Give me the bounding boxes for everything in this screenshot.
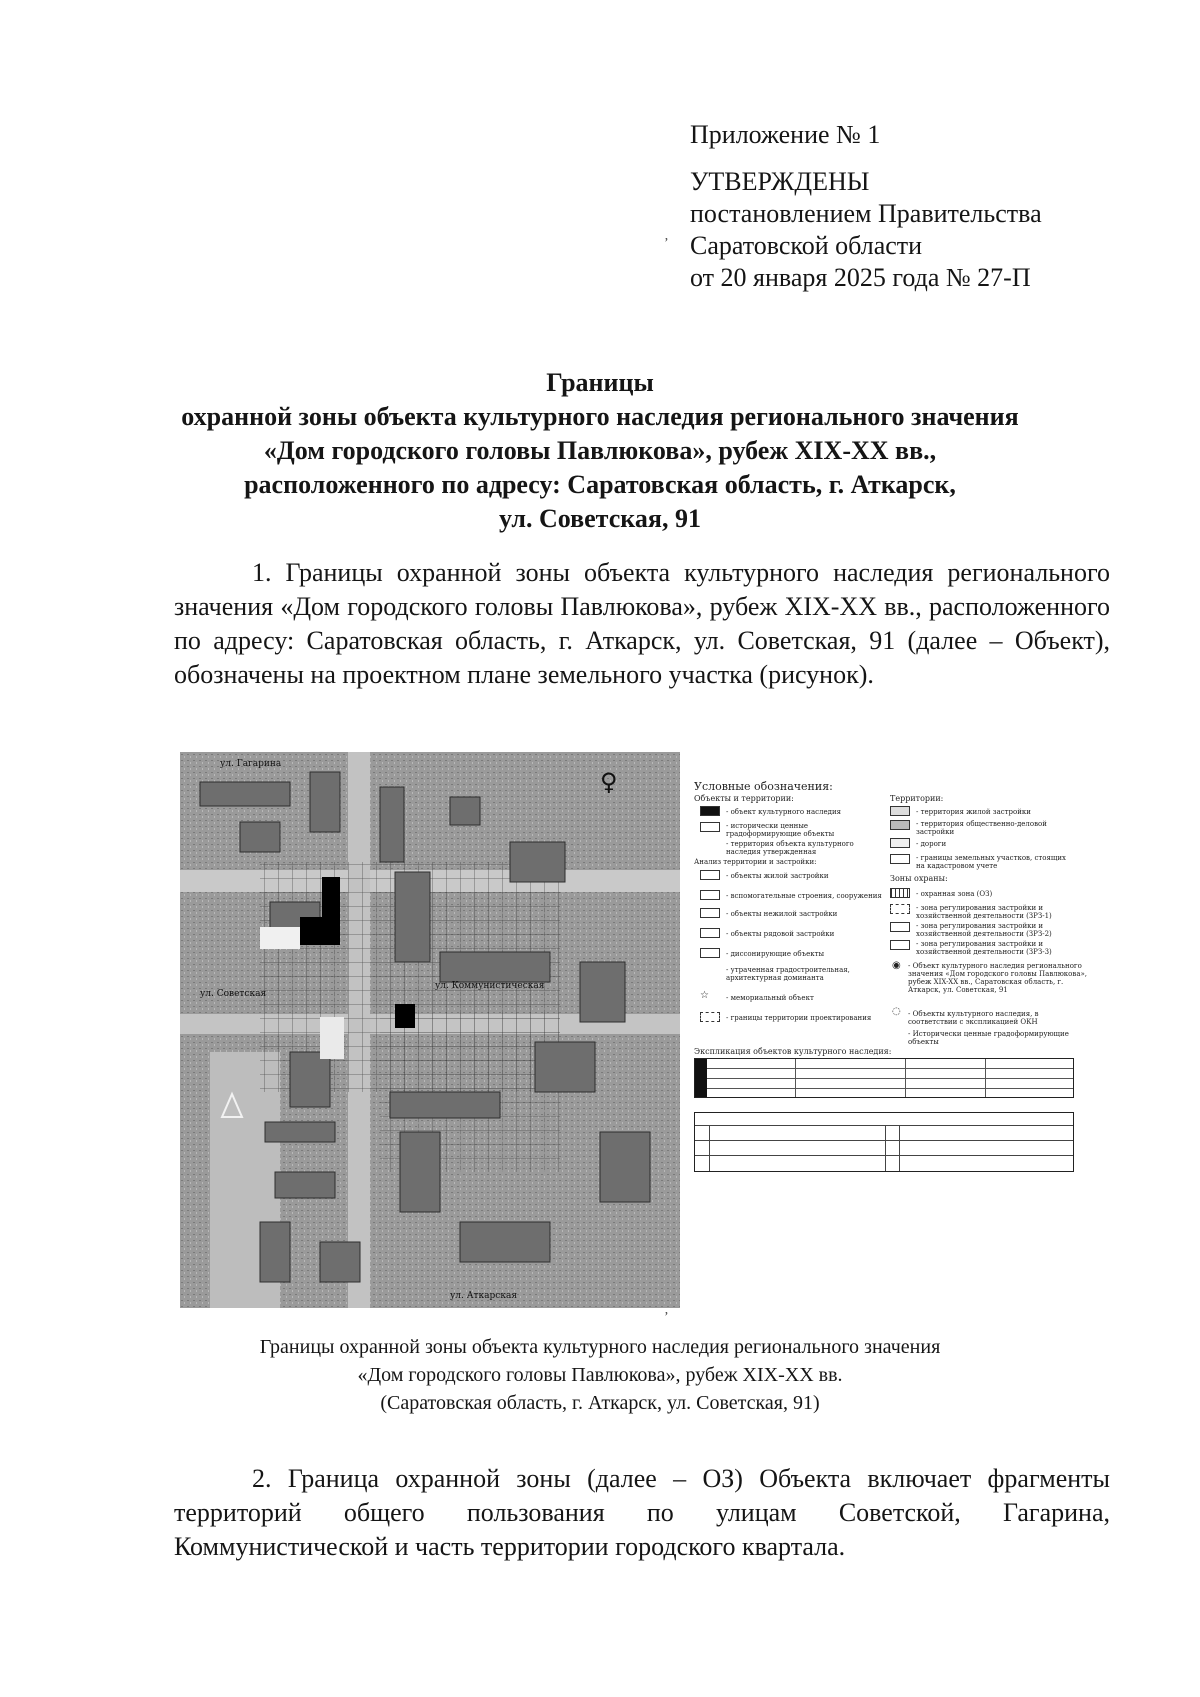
legend-item: - мемориальный объект: [726, 994, 814, 1002]
building: [290, 1052, 330, 1107]
paragraph-1-text: 1. Границы охранной зоны объекта культурного наследия регионального значения «Дом городского головы Павлюкова», рубеж XIX-XX вв., расположенного по адресу: Саратовская область, г. Аткарск, ул. Советская, 91 (далее – Объект), обозначены на проектном плане земельного участка (рисунок).: [174, 558, 1110, 689]
star-icon: ☆: [700, 990, 709, 1001]
open-area: [320, 1017, 344, 1059]
table-rule: [695, 1125, 1073, 1126]
paragraph-1: [174, 556, 1110, 692]
figure-caption: [150, 1333, 1050, 1417]
building: [600, 1132, 650, 1202]
aerial-map: [180, 752, 680, 1308]
legend-item: - вспомогательные строения, сооружения: [726, 892, 882, 900]
approval-line: постановлением Правительства: [690, 199, 1042, 228]
legend-item: - зона регулирования застройки и хозяйственной деятельности (ЗРЗ-2): [916, 922, 1052, 938]
legend-item: - объекты жилой застройки: [726, 872, 829, 880]
legend-item: - территория объекта культурного наследия утвержденная: [726, 840, 854, 856]
legend-item: - объекты нежилой застройки: [726, 910, 838, 918]
legend-heading: Объекты и территории:: [694, 794, 794, 803]
building: [390, 1092, 500, 1118]
legend-heading: Зоны охраны:: [890, 874, 948, 883]
legend-item: - Исторически ценные градоформирующие объекты: [908, 1030, 1069, 1046]
legend-item: - зона регулирования застройки и хозяйственной деятельности (ЗРЗ-3): [916, 940, 1052, 956]
legend-item: - территория общественно-деловой застройки: [916, 820, 1047, 836]
legend-swatch: [890, 940, 910, 950]
street-label: ул. Коммунистическая: [435, 981, 545, 991]
heritage-marker-icon: ◉: [892, 960, 901, 971]
building: [200, 782, 290, 806]
table-rule: [695, 1140, 1073, 1141]
table-rule: [899, 1125, 900, 1171]
site-plan-figure: [180, 752, 1100, 1308]
appendix-label: Приложение № 1: [690, 120, 881, 149]
legend-swatch: [890, 904, 910, 914]
legend-item: - территория жилой застройки: [916, 808, 1031, 816]
legend-item: - границы территории проектирования: [726, 1014, 872, 1022]
table-rule: [707, 1088, 1073, 1089]
title-line: охранной зоны объекта культурного наследия регионального значения: [181, 402, 1019, 431]
legend-item: - объект культурного наследия: [726, 808, 842, 816]
scan-mark: ’: [664, 1310, 669, 1325]
paragraph-2: [174, 1462, 1110, 1564]
legend-item: - Объект культурного наследия регионального значения «Дом городского головы Павлюкова», рубеж XIX-XX вв., Саратовская область, г. Аткарск, ул. Советская, 91: [908, 962, 1088, 994]
caption-line: Границы охранной зоны объекта культурного наследия регионального значения: [259, 1336, 941, 1358]
street-label: ул. Гагарина: [220, 759, 282, 769]
street-label: ул. Аткарская: [450, 1291, 517, 1301]
historic-objects-table: [694, 1112, 1074, 1172]
table-rule: [695, 1155, 1073, 1156]
scan-mark: ’: [664, 236, 669, 251]
legend-item: - Объекты культурного наследия, в соответствии с экспликацией ОКН: [908, 1010, 1039, 1026]
title-line: ул. Советская, 91: [499, 504, 701, 533]
explication-table: [694, 1058, 1074, 1098]
legend-swatch: [890, 806, 910, 816]
legend-heading: Территории:: [890, 794, 944, 803]
legend-item: - объекты рядовой застройки: [726, 930, 835, 938]
legend-swatch: [700, 1012, 720, 1022]
legend-swatch: [890, 888, 910, 898]
legend-swatch: [890, 838, 910, 848]
legend-item: - дороги: [916, 840, 947, 848]
building: [510, 842, 565, 882]
legend-item: - зона регулирования застройки и хозяйственной деятельности (ЗРЗ-1): [916, 904, 1052, 920]
explication-swatch: [695, 1059, 707, 1097]
building: [460, 1222, 550, 1262]
legend-swatch: [700, 822, 720, 832]
caption-line: «Дом городского головы Павлюкова», рубеж XIX-XX вв.: [357, 1364, 843, 1386]
legend-swatch: [890, 820, 910, 830]
building: [535, 1042, 595, 1092]
table-rule: [885, 1125, 886, 1171]
table-rule: [709, 1125, 710, 1171]
heritage-marker-icon: ◌: [892, 1006, 901, 1017]
approval-line: УТВЕРЖДЕНЫ: [690, 167, 870, 196]
building: [275, 1172, 335, 1198]
caption-line: (Саратовская область, г. Аткарск, ул. Советская, 91): [380, 1392, 820, 1414]
legend-swatch: [700, 928, 720, 938]
approval-block: [690, 166, 1042, 294]
map-legend: [694, 780, 1094, 1280]
heritage-object: [300, 917, 340, 945]
legend-item: - диссонирующие объекты: [726, 950, 825, 958]
open-area: [260, 927, 300, 949]
approval-line: от 20 января 2025 года № 27-П: [690, 263, 1031, 292]
legend-swatch: [890, 922, 910, 932]
paragraph-2-text: 2. Граница охранной зоны (далее – ОЗ) Объекта включает фрагменты территорий общего пользования по улицам Советской, Гагарина, Коммунистической и часть территории городского квартала.: [174, 1464, 1110, 1561]
building: [320, 1242, 360, 1282]
legend-swatch: [700, 908, 720, 918]
legend-item: - границы земельных участков, стоящих на кадастровом учете: [916, 854, 1066, 870]
table-rule: [905, 1059, 906, 1097]
title-line: Границы: [546, 368, 654, 397]
document-title: [130, 366, 1070, 536]
table-rule: [985, 1059, 986, 1097]
table-rule: [707, 1068, 1073, 1069]
title-line: расположенного по адресу: Саратовская область, г. Аткарск,: [244, 470, 956, 499]
legend-swatch: [700, 890, 720, 900]
table-rule: [795, 1059, 796, 1097]
title-line: «Дом городского головы Павлюкова», рубеж XIX-XX вв.,: [263, 436, 937, 465]
north-arrow-icon: ♀: [600, 768, 618, 796]
building: [310, 772, 340, 832]
map-drawing: [180, 752, 680, 1308]
legend-item: - утраченная градостроительная, архитектурная доминанта: [726, 966, 850, 982]
building: [265, 1122, 335, 1142]
street-label: ул. Советская: [200, 989, 267, 999]
legend-title: Условные обозначения:: [694, 780, 833, 793]
legend-item: - исторически ценные градоформирующие объекты: [726, 822, 835, 838]
legend-swatch: [890, 854, 910, 864]
legend-swatch: [700, 870, 720, 880]
heritage-object: [395, 1004, 415, 1028]
heritage-object: [322, 877, 340, 917]
legend-heading: Анализ территории и застройки:: [694, 858, 817, 866]
building: [450, 797, 480, 825]
approval-line: Саратовской области: [690, 231, 923, 260]
legend-swatch: [700, 948, 720, 958]
building: [395, 872, 430, 962]
explication-title: Экспликация объектов культурного наследия:: [694, 1047, 892, 1056]
legend-item: - охранная зона (ОЗ): [916, 890, 993, 898]
building: [380, 787, 404, 862]
legend-swatch: [700, 806, 720, 816]
building: [580, 962, 625, 1022]
building: [260, 1222, 290, 1282]
building: [400, 1132, 440, 1212]
building: [240, 822, 280, 852]
building: [440, 952, 550, 982]
table-rule: [707, 1078, 1073, 1079]
